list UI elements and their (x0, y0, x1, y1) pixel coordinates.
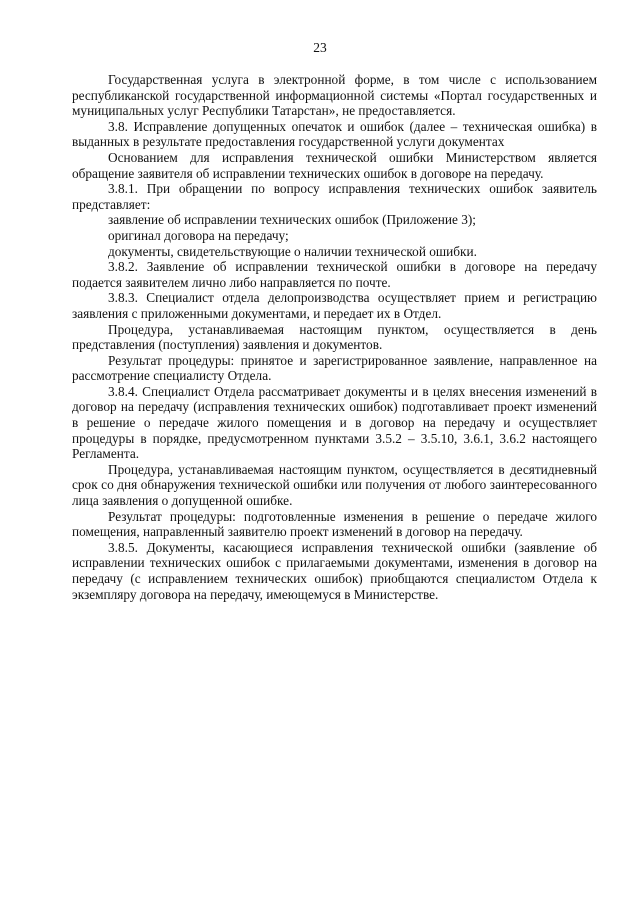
list-item-original-contract: оригинал договора на передачу; (108, 227, 289, 243)
paragraph-3-8-2: 3.8.2. Заявление об исправлении технической ошибки в договоре на передачу подается заявителем лично либо направляется по почте. (72, 259, 597, 290)
paragraph-grounds: Основанием для исправления технической ошибки Министерством является обращение заявителя об исправлении технических ошибок в договоре на передачу. (72, 149, 597, 181)
page-number: 23 (313, 40, 327, 55)
paragraph-section-3-8-heading: 3.8. Исправление допущенных опечаток и ошибок (далее – техническая ошибка) в выданных в результате предоставления государственной услуги документах (72, 118, 597, 150)
paragraph-procedure-same-day: Процедура, устанавливаемая настоящим пунктом, осуществляется в день представления (поступления) заявления и документов. (72, 321, 597, 353)
paragraph-3-8-5: 3.8.5. Документы, касающиеся исправления технической ошибки (заявление об исправлении технических ошибок с прилагаемыми документами, изменения в договор на передачу (с исправлением технических ошибок) приобщаются специалистом Отдела к экземпляру договора на передачу, имеющемуся в Министерстве. (72, 539, 597, 602)
paragraph-procedure-ten-days: Процедура, устанавливаемая настоящим пунктом, осуществляется в десятидневный срок со дня обнаружения технической ошибки или получения от любого заинтересованного лица заявления о допущенной ошибке. (72, 461, 597, 509)
list-item-application: заявление об исправлении технических ошибок (Приложение 3); (108, 212, 476, 228)
document-body (72, 72, 597, 602)
paragraph-3-8-1: 3.8.1. При обращении по вопросу исправления технических ошибок заявитель представляет: (72, 181, 597, 212)
paragraph-electronic-form: Государственная услуга в электронной форме, в том числе с использованием республиканской государственной информационной системы «Портал государственных и муниципальных услуг Республики Татарстан», не предоставляется. (72, 72, 597, 119)
paragraph-3-8-4: 3.8.4. Специалист Отдела рассматривает документы и в целях внесения изменений в договор на передачу (исправления технических ошибок) подготавливает проект изменений в решение о передаче жилого помещения и в договор на передачу и осуществляет процедуры в порядке, предусмотренном пунктами 3.5.2 – 3.5.10, 3.6.1, 3.6.2 настоящего Регламента. (72, 383, 597, 462)
paragraph-3-8-3: 3.8.3. Специалист отдела делопроизводства осуществляет прием и регистрацию заявления с приложенными документами, и передает их в Отдел. (72, 290, 597, 321)
list-item-evidence-documents: документы, свидетельствующие о наличии технической ошибки. (108, 243, 477, 259)
paragraph-result-registered: Результат процедуры: принятое и зарегистрированное заявление, направленное на рассмотрение специалисту Отдела. (72, 352, 597, 384)
paragraph-result-changes: Результат процедуры: подготовленные изменения в решение о передаче жилого помещения, направленный заявителю проект изменений в договор на передачу. (72, 508, 597, 540)
